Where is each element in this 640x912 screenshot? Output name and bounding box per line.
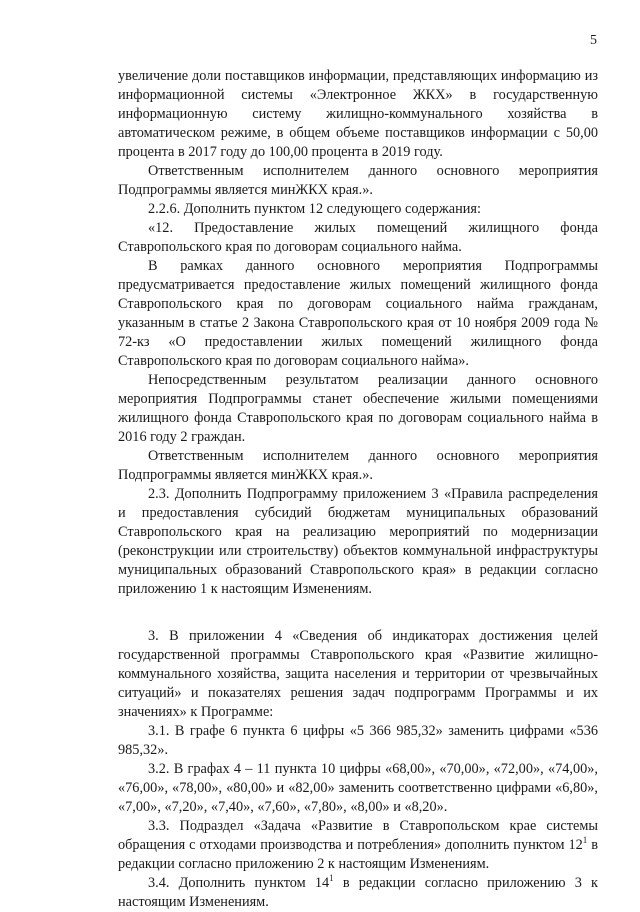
paragraph-item-12-result: Непосредственным результатом реализации данного основного мероприятия Подпрограммы станет обеспечение жилыми помещениями жилищного фонда Ставропольского края по договорам социального найма в 2016 году 2 граждан. bbox=[118, 372, 598, 445]
paragraph-3-4 bbox=[118, 874, 598, 912]
paragraph-indicator-continuation: увеличение доли поставщиков информации, представляющих информацию из информационной системы «Электронное ЖКХ» в государственную информационную систему жилищно-коммунального хозяйства в автоматическом режиме, в общем объеме поставщиков информации с 50,00 процента в 2017 году до 100,00 процента в 2019 году. bbox=[118, 68, 598, 160]
superscript-1: 1 bbox=[329, 873, 334, 884]
paragraph-3-3 bbox=[118, 817, 598, 874]
superscript-1: 1 bbox=[582, 835, 588, 846]
paragraph-3-1: 3.1. В графе 6 пункта 6 цифры «5 366 985,32» заменить цифрами «536 985,32». bbox=[118, 723, 598, 758]
paragraph-item-12: «12. Предоставление жилых помещений жилищного фонда Ставропольского края по договорам социального найма. bbox=[118, 220, 598, 255]
paragraph-responsible-executor-2: Ответственным исполнителем данного основного мероприятия Подпрограммы является минЖКХ края.». bbox=[118, 448, 598, 483]
paragraph-3-3-text: 3.3. Подраздел «Задача «Развитие в Ставропольском крае системы обращения с отходами производства и потребления» дополнить пунктом 12 bbox=[118, 818, 598, 853]
paragraph-2-2-6: 2.2.6. Дополнить пунктом 12 следующего содержания: bbox=[148, 201, 481, 217]
page-number: 5 bbox=[590, 33, 597, 48]
paragraph-item-12-description: В рамках данного основного мероприятия Подпрограммы предусматривается предоставление жилых помещений жилищного фонда Ставропольского края по договорам социального найма гражданам, указанным в статье 2 Закона Ставропольского края от 10 ноября 2009 года № 72-кз «О предоставлении жилых помещений жилищного фонда Ставропольского края по договорам социального найма». bbox=[118, 258, 598, 369]
paragraph-3-3-tail: в редакции согласно приложению 2 к настоящим Изменениям. bbox=[118, 837, 598, 872]
document-body bbox=[118, 67, 598, 912]
paragraph-3-4-text: 3.4. Дополнить пунктом 14 bbox=[148, 875, 330, 891]
paragraph-3-4-tail: в редакции согласно приложению 3 к настоящим Изменениям. bbox=[118, 875, 598, 910]
paragraph-responsible-executor-1: Ответственным исполнителем данного основного мероприятия Подпрограммы является минЖКХ края.». bbox=[118, 163, 598, 198]
paragraph-2-3: 2.3. Дополнить Подпрограмму приложением 3 «Правила распределения и предоставления субсидий бюджетам муниципальных образований Ставропольского края на реализацию мероприятий по модернизации (реконструкции или строительству) объектов коммунальной инфраструктуры муниципальных образований Ставропольского края» в редакции согласно приложению 1 к настоящим Изменениям. bbox=[118, 486, 598, 597]
paragraph-3: 3. В приложении 4 «Сведения об индикаторах достижения целей государственной программы Ставропольского края «Развитие жилищно-коммунального хозяйства, защита населения и территории от чрезвычайных ситуаций» и показателях решения задач подпрограмм Программы и их значениях» к Программе: bbox=[118, 628, 598, 720]
paragraph-3-2: 3.2. В графах 4 – 11 пункта 10 цифры «68,00», «70,00», «72,00», «74,00», «76,00», «78,00», «80,00» и «82,00» заменить соответственно цифрами «6,80», «7,00», «7,20», «7,40», «7,60», «7,80», «8,00» и «8,20». bbox=[118, 761, 598, 815]
